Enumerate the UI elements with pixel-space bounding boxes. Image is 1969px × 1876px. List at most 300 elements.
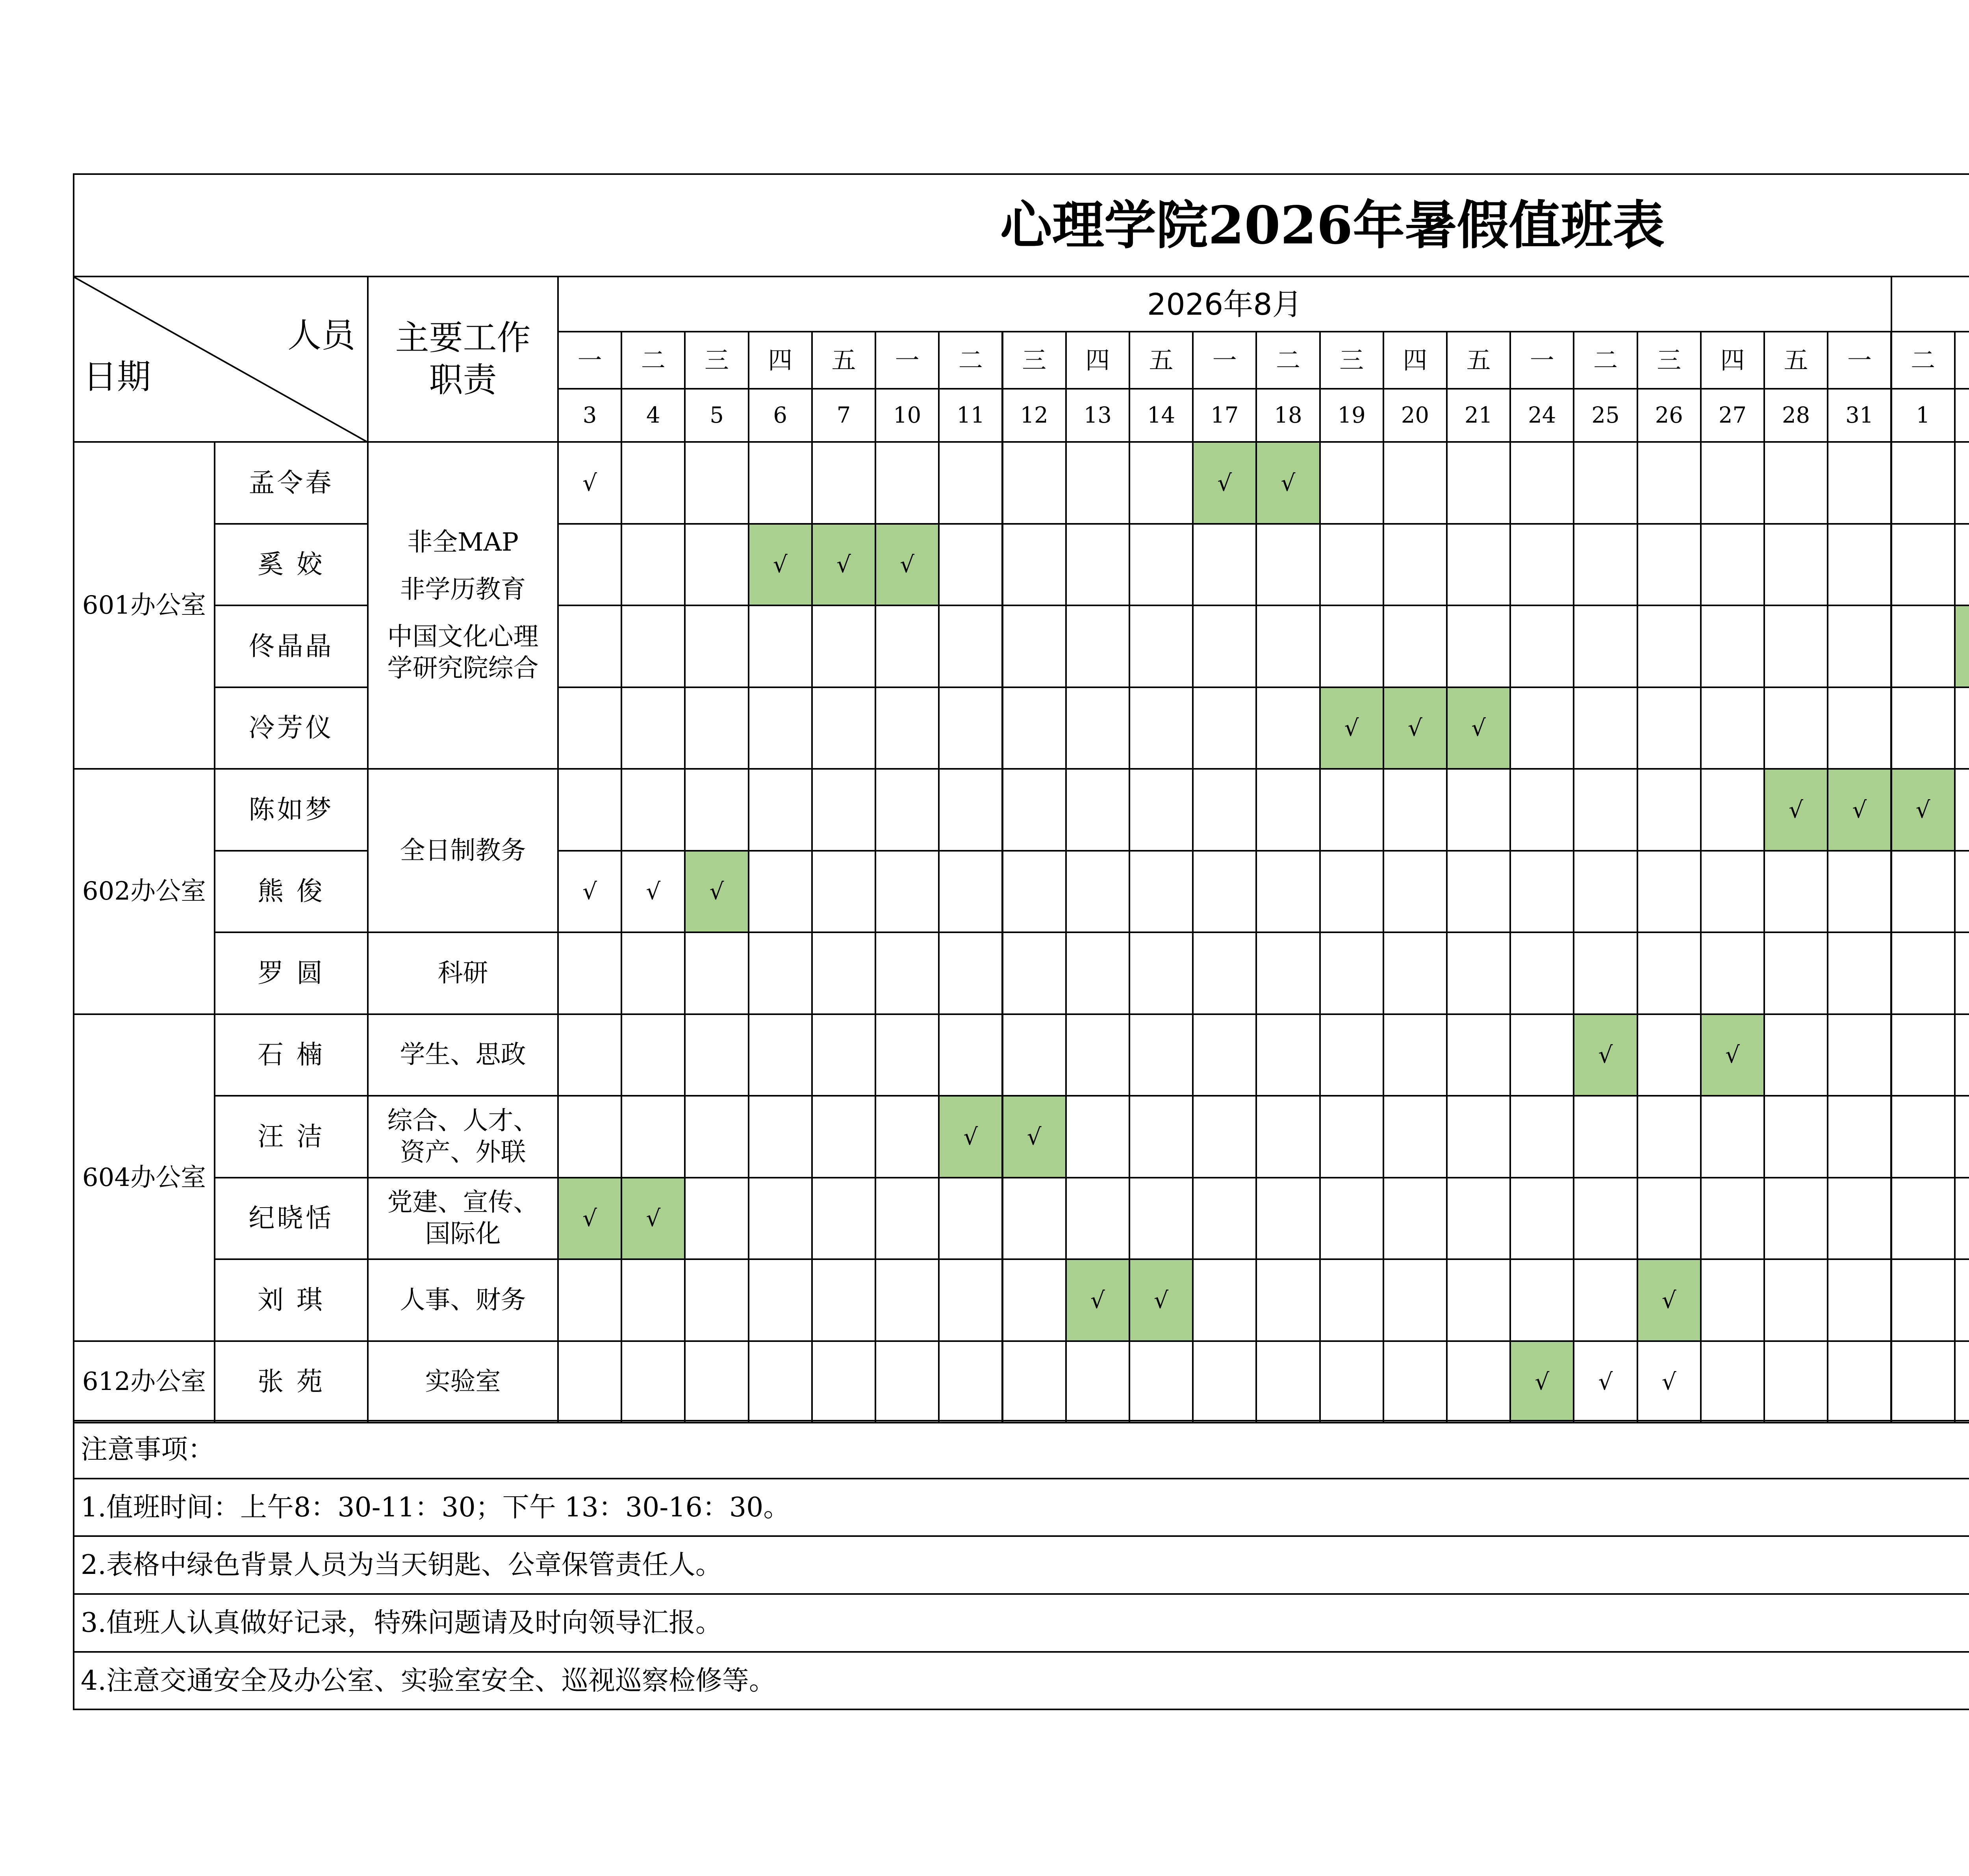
schedule-cell[interactable] (1573, 1095, 1638, 1178)
schedule-cell[interactable] (1637, 768, 1702, 852)
schedule-cell[interactable] (1192, 768, 1257, 852)
schedule-cell[interactable] (1446, 523, 1511, 607)
schedule-cell[interactable] (1827, 1177, 1892, 1260)
duty-line: 实验室 (425, 1367, 501, 1397)
schedule-cell[interactable] (621, 1340, 686, 1424)
schedule-cell[interactable] (1255, 1258, 1320, 1342)
schedule-cell[interactable] (1002, 605, 1067, 688)
schedule-cell[interactable] (1319, 523, 1384, 607)
schedule-cell[interactable] (1129, 1177, 1194, 1260)
schedule-cell[interactable] (1827, 932, 1892, 1015)
schedule-cell[interactable] (1891, 523, 1956, 607)
schedule-cell[interactable] (621, 932, 686, 1015)
schedule-cell[interactable] (557, 1013, 622, 1097)
schedule-cell[interactable] (1319, 1095, 1384, 1178)
office-cell-4: 612办公室 (73, 1340, 215, 1424)
schedule-cell[interactable] (938, 850, 1003, 933)
schedule-cell[interactable] (1891, 605, 1956, 688)
schedule-cell[interactable] (1065, 523, 1130, 607)
duty-key-holder-cell[interactable]: √ (1700, 1013, 1765, 1097)
day-number-cell: 13 (1065, 388, 1130, 443)
schedule-cell[interactable] (1319, 850, 1384, 933)
schedule-cell[interactable] (875, 1095, 940, 1178)
schedule-cell[interactable] (1891, 1177, 1956, 1260)
schedule-cell[interactable] (875, 687, 940, 770)
schedule-cell[interactable] (1637, 1177, 1702, 1260)
schedule-cell[interactable] (1827, 605, 1892, 688)
schedule-cell[interactable] (621, 1258, 686, 1342)
schedule-cell[interactable] (1319, 1340, 1384, 1424)
duty-key-holder-cell[interactable]: √ (1509, 1340, 1574, 1424)
day-number-cell: 7 (811, 388, 876, 443)
duty-check-cell[interactable]: √ (1573, 1340, 1638, 1424)
schedule-cell[interactable] (1446, 1340, 1511, 1424)
schedule-cell[interactable] (684, 523, 749, 607)
schedule-cell[interactable] (811, 768, 876, 852)
schedule-cell[interactable] (684, 932, 749, 1015)
schedule-cell[interactable] (1700, 850, 1765, 933)
day-number-cell: 20 (1383, 388, 1448, 443)
schedule-cell[interactable] (1002, 1177, 1067, 1260)
note-item: 4.注意交通安全及办公室、实验室安全、巡视巡察检修等。 (73, 1651, 1969, 1710)
duty-cell-1 (367, 441, 559, 770)
schedule-cell[interactable] (1065, 768, 1130, 852)
schedule-cell[interactable] (1763, 1258, 1828, 1342)
schedule-cell[interactable] (684, 1095, 749, 1178)
schedule-cell[interactable] (1255, 1013, 1320, 1097)
schedule-cell[interactable] (1192, 850, 1257, 933)
schedule-cell[interactable] (1891, 687, 1956, 770)
schedule-cell[interactable] (1255, 1095, 1320, 1178)
schedule-cell[interactable] (811, 441, 876, 525)
schedule-cell[interactable] (938, 523, 1003, 607)
corner-person-label: 人员 (287, 316, 355, 355)
schedule-cell[interactable] (1637, 687, 1702, 770)
schedule-cell[interactable] (1065, 1095, 1130, 1178)
schedule-cell[interactable] (938, 605, 1003, 688)
schedule-cell[interactable] (684, 687, 749, 770)
schedule-cell[interactable] (1763, 1013, 1828, 1097)
schedule-cell[interactable] (938, 1177, 1003, 1260)
weekday-header-cell: 二 (1255, 331, 1320, 390)
duty-key-holder-cell[interactable]: √ (1446, 687, 1511, 770)
schedule-cell[interactable] (811, 1340, 876, 1424)
duty-key-holder-cell[interactable]: √ (1192, 441, 1257, 525)
schedule-cell[interactable] (1129, 850, 1194, 933)
schedule-cell[interactable] (875, 1258, 940, 1342)
schedule-cell[interactable] (1763, 441, 1828, 525)
schedule-cell[interactable] (938, 768, 1003, 852)
schedule-cell[interactable] (1763, 687, 1828, 770)
schedule-cell[interactable] (748, 1013, 813, 1097)
duty-key-holder-cell[interactable]: √ (1383, 687, 1448, 770)
schedule-cell[interactable] (1255, 523, 1320, 607)
duty-key-holder-cell[interactable]: √ (1065, 1258, 1130, 1342)
duty-line: 综合、人才、 (387, 1106, 539, 1136)
schedule-cell[interactable] (1065, 441, 1130, 525)
duty-key-holder-cell[interactable]: √ (1319, 687, 1384, 770)
weekday-header-cell: 三 (1002, 331, 1067, 390)
schedule-cell[interactable] (1446, 605, 1511, 688)
schedule-cell[interactable] (1002, 687, 1067, 770)
schedule-cell[interactable] (1573, 932, 1638, 1015)
schedule-cell[interactable] (1700, 1340, 1765, 1424)
schedule-cell[interactable] (748, 1340, 813, 1424)
person-name-cell: 佟晶晶 (214, 605, 369, 688)
schedule-cell[interactable] (1827, 1340, 1892, 1424)
schedule-cell[interactable] (1319, 441, 1384, 525)
schedule-cell[interactable] (748, 1177, 813, 1260)
schedule-cell[interactable] (1192, 1258, 1257, 1342)
schedule-cell[interactable] (1954, 1258, 1969, 1342)
schedule-cell[interactable] (1891, 1340, 1956, 1424)
schedule-cell[interactable] (557, 523, 622, 607)
schedule-cell[interactable] (1446, 1095, 1511, 1178)
schedule-cell[interactable] (1065, 1013, 1130, 1097)
schedule-cell[interactable] (811, 1013, 876, 1097)
schedule-cell[interactable] (1446, 1177, 1511, 1260)
schedule-cell[interactable] (1891, 850, 1956, 933)
schedule-cell[interactable] (938, 1013, 1003, 1097)
schedule-cell[interactable] (1763, 1340, 1828, 1424)
schedule-cell[interactable] (1509, 1095, 1574, 1178)
schedule-cell[interactable] (748, 687, 813, 770)
schedule-cell[interactable] (1509, 1258, 1574, 1342)
schedule-cell[interactable] (1573, 1258, 1638, 1342)
schedule-cell[interactable] (684, 1340, 749, 1424)
schedule-cell[interactable] (1763, 1095, 1828, 1178)
schedule-cell[interactable] (557, 1095, 622, 1178)
schedule-cell[interactable] (1002, 768, 1067, 852)
schedule-cell[interactable] (938, 1258, 1003, 1342)
weekday-header-cell: 二 (621, 331, 686, 390)
schedule-cell[interactable] (1383, 1095, 1448, 1178)
schedule-cell[interactable] (1827, 850, 1892, 933)
duty-key-holder-cell[interactable]: √ (1255, 441, 1320, 525)
schedule-cell[interactable] (1954, 687, 1969, 770)
schedule-cell[interactable] (1065, 1177, 1130, 1260)
duty-line: 党建、宣传、 (387, 1188, 539, 1217)
schedule-cell[interactable] (1065, 1340, 1130, 1424)
day-number-cell: 27 (1700, 388, 1765, 443)
schedule-cell[interactable] (1637, 932, 1702, 1015)
schedule-cell[interactable] (621, 523, 686, 607)
schedule-cell[interactable] (938, 687, 1003, 770)
schedule-cell[interactable] (811, 1177, 876, 1260)
schedule-cell[interactable] (1954, 1013, 1969, 1097)
schedule-cell[interactable] (1129, 523, 1194, 607)
schedule-cell[interactable] (1255, 1340, 1320, 1424)
schedule-cell[interactable] (1827, 523, 1892, 607)
schedule-cell[interactable] (1891, 1095, 1956, 1178)
schedule-cell[interactable] (811, 605, 876, 688)
schedule-cell[interactable] (1827, 1013, 1892, 1097)
schedule-cell[interactable] (1446, 1013, 1511, 1097)
schedule-cell[interactable] (938, 441, 1003, 525)
schedule-cell[interactable] (748, 768, 813, 852)
schedule-cell[interactable] (1446, 768, 1511, 852)
schedule-cell[interactable] (1827, 441, 1892, 525)
schedule-cell[interactable] (748, 932, 813, 1015)
schedule-cell[interactable] (1573, 768, 1638, 852)
schedule-cell[interactable] (811, 687, 876, 770)
schedule-cell[interactable] (1065, 605, 1130, 688)
schedule-cell[interactable] (1002, 1258, 1067, 1342)
schedule-cell[interactable] (1192, 1177, 1257, 1260)
schedule-cell[interactable] (1954, 1340, 1969, 1424)
schedule-cell[interactable] (1319, 1177, 1384, 1260)
schedule-cell[interactable] (1255, 932, 1320, 1015)
duty-key-holder-cell[interactable]: √ (621, 1177, 686, 1260)
schedule-cell[interactable] (1954, 523, 1969, 607)
schedule-cell[interactable] (1700, 687, 1765, 770)
schedule-cell[interactable] (1509, 605, 1574, 688)
schedule-cell[interactable] (557, 932, 622, 1015)
schedule-cell[interactable] (875, 605, 940, 688)
duty-key-holder-cell[interactable]: √ (875, 523, 940, 607)
schedule-cell[interactable] (1700, 1177, 1765, 1260)
schedule-cell[interactable] (621, 605, 686, 688)
schedule-cell[interactable] (1637, 1095, 1702, 1178)
schedule-cell[interactable] (1509, 1013, 1574, 1097)
duty-line: 人事、财务 (400, 1285, 526, 1315)
schedule-cell[interactable] (748, 1258, 813, 1342)
schedule-cell[interactable] (1763, 850, 1828, 933)
schedule-cell[interactable] (1954, 768, 1969, 852)
schedule-cell[interactable] (1255, 850, 1320, 933)
duty-check-cell[interactable]: √ (1637, 1340, 1702, 1424)
schedule-cell[interactable] (1192, 1095, 1257, 1178)
schedule-cell[interactable] (1954, 850, 1969, 933)
schedule-cell[interactable] (1446, 932, 1511, 1015)
schedule-cell[interactable] (1637, 850, 1702, 933)
schedule-cell[interactable] (1891, 1258, 1956, 1342)
schedule-cell[interactable] (1319, 1258, 1384, 1342)
duty-key-holder-cell[interactable]: √ (1891, 768, 1956, 852)
duty-key-holder-cell[interactable]: √ (1637, 1258, 1702, 1342)
schedule-cell[interactable] (1383, 441, 1448, 525)
schedule-cell[interactable] (684, 441, 749, 525)
schedule-cell[interactable] (1383, 523, 1448, 607)
schedule-cell[interactable] (1129, 932, 1194, 1015)
schedule-cell[interactable] (811, 1258, 876, 1342)
schedule-cell[interactable] (1002, 932, 1067, 1015)
schedule-cell[interactable] (1827, 1095, 1892, 1178)
schedule-cell[interactable] (1573, 605, 1638, 688)
schedule-cell[interactable] (875, 1177, 940, 1260)
schedule-cell[interactable] (621, 1013, 686, 1097)
schedule-cell[interactable] (1446, 850, 1511, 933)
schedule-cell[interactable] (1700, 605, 1765, 688)
schedule-cell[interactable] (748, 441, 813, 525)
schedule-cell[interactable] (1192, 1340, 1257, 1424)
schedule-cell[interactable] (1383, 768, 1448, 852)
schedule-cell[interactable] (621, 441, 686, 525)
duty-check-cell[interactable]: √ (557, 850, 622, 933)
schedule-cell[interactable] (748, 605, 813, 688)
schedule-cell[interactable] (1700, 441, 1765, 525)
duty-key-holder-cell[interactable]: √ (684, 850, 749, 933)
schedule-cell[interactable] (1763, 1177, 1828, 1260)
schedule-cell[interactable] (1192, 1013, 1257, 1097)
duty-key-holder-cell[interactable]: √ (557, 1177, 622, 1260)
schedule-cell[interactable] (1446, 441, 1511, 525)
schedule-cell[interactable] (1383, 1340, 1448, 1424)
schedule-cell[interactable] (875, 768, 940, 852)
schedule-cell[interactable] (1065, 850, 1130, 933)
schedule-cell[interactable] (1192, 687, 1257, 770)
schedule-cell[interactable] (811, 850, 876, 933)
schedule-cell[interactable] (1509, 523, 1574, 607)
schedule-cell[interactable] (1383, 1013, 1448, 1097)
schedule-cell[interactable] (1891, 441, 1956, 525)
schedule-cell[interactable] (1700, 523, 1765, 607)
schedule-cell[interactable] (1002, 523, 1067, 607)
schedule-cell[interactable] (1763, 932, 1828, 1015)
schedule-cell[interactable] (1383, 605, 1448, 688)
schedule-cell[interactable] (748, 850, 813, 933)
note-item: 2.表格中绿色背景人员为当天钥匙、公章保管责任人。 (73, 1535, 1969, 1595)
schedule-cell[interactable] (1383, 932, 1448, 1015)
schedule-cell[interactable] (1255, 768, 1320, 852)
schedule-cell[interactable] (1002, 850, 1067, 933)
schedule-cell[interactable] (1383, 850, 1448, 933)
schedule-cell[interactable] (1255, 687, 1320, 770)
duty-key-holder-cell[interactable]: √ (1827, 768, 1892, 852)
schedule-cell[interactable] (1065, 932, 1130, 1015)
schedule-cell[interactable] (1573, 687, 1638, 770)
schedule-cell[interactable] (1509, 687, 1574, 770)
schedule-cell[interactable] (1129, 1095, 1194, 1178)
schedule-cell[interactable] (557, 605, 622, 688)
duty-cell-2 (367, 768, 559, 933)
schedule-cell[interactable] (1637, 605, 1702, 688)
schedule-cell[interactable] (1573, 523, 1638, 607)
schedule-cell[interactable] (811, 1095, 876, 1178)
schedule-cell[interactable] (684, 768, 749, 852)
schedule-cell[interactable] (1319, 932, 1384, 1015)
schedule-cell[interactable] (1319, 1013, 1384, 1097)
schedule-cell[interactable] (1891, 932, 1956, 1015)
schedule-cell[interactable] (1129, 605, 1194, 688)
person-name-cell: 张 苑 (214, 1340, 369, 1424)
day-number-cell: 1 (1891, 388, 1956, 443)
duty-check-cell[interactable]: √ (557, 441, 622, 525)
schedule-cell[interactable] (1129, 768, 1194, 852)
schedule-cell[interactable] (1954, 932, 1969, 1015)
schedule-cell[interactable] (1319, 605, 1384, 688)
duty-key-holder-cell[interactable]: √ (1573, 1013, 1638, 1097)
schedule-cell[interactable] (1129, 1013, 1194, 1097)
schedule-cell[interactable] (1637, 441, 1702, 525)
schedule-cell[interactable] (1954, 1095, 1969, 1178)
duty-key-holder-cell[interactable]: √ (1763, 768, 1828, 852)
schedule-cell[interactable] (875, 441, 940, 525)
schedule-cell[interactable] (557, 768, 622, 852)
day-number-cell (1954, 388, 1969, 443)
schedule-cell[interactable] (684, 605, 749, 688)
schedule-cell[interactable] (811, 932, 876, 1015)
schedule-cell[interactable] (557, 1340, 622, 1424)
schedule-cell[interactable] (1129, 1340, 1194, 1424)
schedule-cell[interactable] (1319, 768, 1384, 852)
schedule-cell[interactable] (684, 1013, 749, 1097)
day-number-cell: 28 (1763, 388, 1828, 443)
schedule-cell[interactable] (1700, 1258, 1765, 1342)
schedule-cell[interactable] (875, 850, 940, 933)
schedule-cell[interactable] (1446, 1258, 1511, 1342)
schedule-cell[interactable] (938, 1340, 1003, 1424)
schedule-cell[interactable] (1509, 441, 1574, 525)
duty-key-holder-cell[interactable]: √ (938, 1095, 1003, 1178)
duty-key-holder-cell[interactable]: √ (1129, 1258, 1194, 1342)
schedule-cell[interactable] (1954, 441, 1969, 525)
schedule-cell[interactable] (1192, 605, 1257, 688)
schedule-cell[interactable] (1573, 441, 1638, 525)
schedule-cell[interactable] (875, 1013, 940, 1097)
schedule-cell[interactable] (938, 932, 1003, 1015)
schedule-cell[interactable] (1891, 1013, 1956, 1097)
schedule-cell[interactable] (1763, 523, 1828, 607)
schedule-cell[interactable] (1509, 1177, 1574, 1260)
schedule-cell[interactable] (1509, 932, 1574, 1015)
schedule-cell[interactable] (1065, 687, 1130, 770)
duty-check-cell[interactable]: √ (621, 850, 686, 933)
weekday-header-cell: 一 (1827, 331, 1892, 390)
corner-header-cell (73, 276, 369, 443)
schedule-cell[interactable] (557, 687, 622, 770)
schedule-cell[interactable] (621, 768, 686, 852)
schedule-cell[interactable] (1383, 1258, 1448, 1342)
schedule-cell[interactable] (1954, 1177, 1969, 1260)
schedule-cell[interactable] (1002, 1013, 1067, 1097)
schedule-cell[interactable] (684, 1177, 749, 1260)
schedule-cell[interactable] (621, 687, 686, 770)
schedule-cell[interactable] (1383, 1177, 1448, 1260)
schedule-cell[interactable] (1129, 441, 1194, 525)
duty-key-holder-cell[interactable] (1954, 605, 1969, 688)
schedule-cell[interactable] (875, 932, 940, 1015)
schedule-cell[interactable] (1002, 441, 1067, 525)
schedule-cell[interactable] (1827, 687, 1892, 770)
schedule-cell[interactable] (1637, 1013, 1702, 1097)
schedule-cell[interactable] (1700, 768, 1765, 852)
schedule-cell[interactable] (1700, 1095, 1765, 1178)
schedule-cell[interactable] (1763, 605, 1828, 688)
duty-key-holder-cell[interactable]: √ (1002, 1095, 1067, 1178)
schedule-cell[interactable] (1827, 1258, 1892, 1342)
schedule-cell[interactable] (557, 1258, 622, 1342)
schedule-cell[interactable] (875, 1340, 940, 1424)
duty-key-holder-cell[interactable]: √ (811, 523, 876, 607)
schedule-cell[interactable] (1129, 687, 1194, 770)
schedule-cell[interactable] (1509, 768, 1574, 852)
schedule-cell[interactable] (1700, 932, 1765, 1015)
schedule-cell[interactable] (1002, 1340, 1067, 1424)
schedule-cell[interactable] (1192, 523, 1257, 607)
schedule-cell[interactable] (621, 1095, 686, 1178)
schedule-cell[interactable] (1573, 850, 1638, 933)
duty-key-holder-cell[interactable]: √ (748, 523, 813, 607)
schedule-cell[interactable] (1255, 605, 1320, 688)
schedule-cell[interactable] (1573, 1177, 1638, 1260)
schedule-cell[interactable] (1192, 932, 1257, 1015)
schedule-cell[interactable] (748, 1095, 813, 1178)
schedule-cell[interactable] (1509, 850, 1574, 933)
schedule-cell[interactable] (1255, 1177, 1320, 1260)
schedule-cell[interactable] (1637, 523, 1702, 607)
schedule-cell[interactable] (684, 1258, 749, 1342)
